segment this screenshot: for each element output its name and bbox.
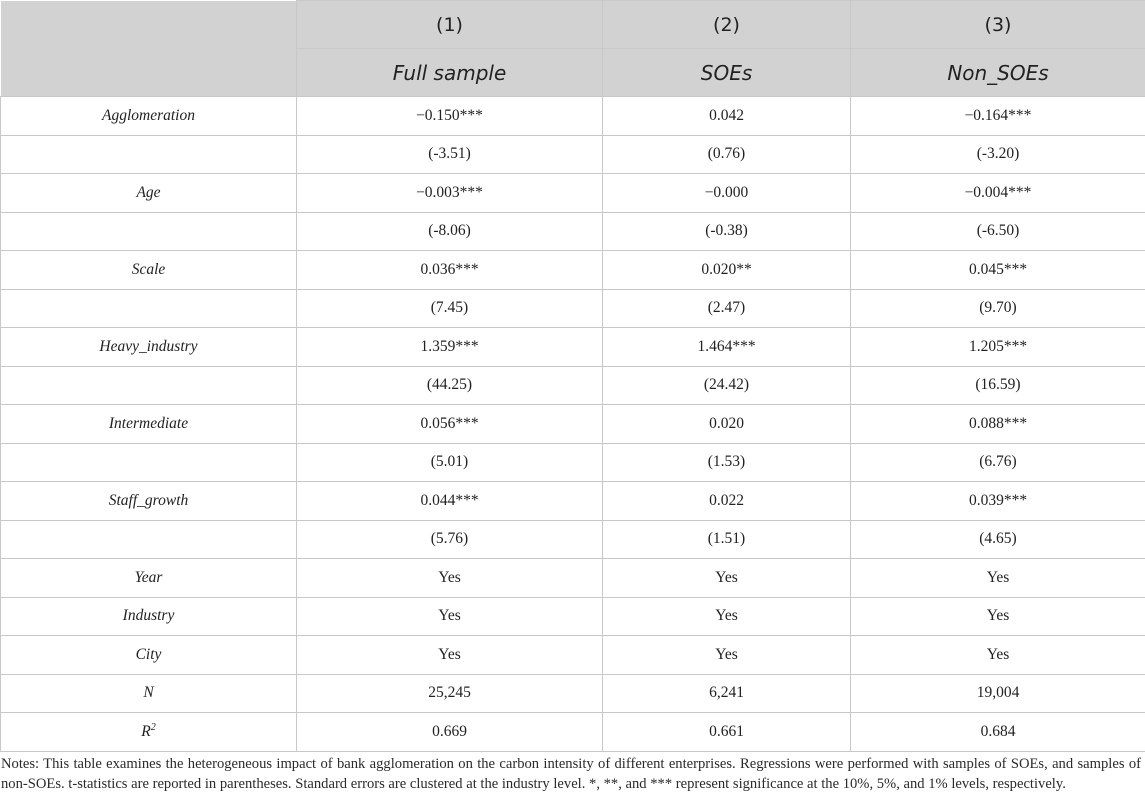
variable-name: Industry [122, 607, 175, 625]
row-variable-label [1, 713, 297, 752]
cell-col-2: 0.661 [603, 713, 851, 752]
table-notes: Notes: This table examines the heterogeneous impact of bank agglomeration on the carbon intensity of different enterprises. Regressions were performed with samples of SOEs, and samples of non-SOEs. t-statistics are reported in parentheses. Standard errors are clustered at the industry level. *, **, and *** represent significance at the 10%, 5%, and 1% levels, respectively. [1, 756, 1141, 792]
cell-col-1: (5.76) [297, 520, 603, 559]
cell-col-2: 0.020** [603, 251, 851, 290]
row-variable-label [1, 597, 297, 636]
cell-col-1: 0.044*** [297, 482, 603, 521]
header-col-3-number: (3) [851, 1, 1145, 49]
table-row [1, 674, 1145, 713]
row-variable-label [1, 674, 297, 713]
table-row [1, 174, 1145, 213]
table-row [1, 289, 1145, 328]
cell-col-1: (-8.06) [297, 212, 603, 251]
variable-name: City [135, 645, 162, 663]
table-row [1, 597, 1145, 636]
table-row [1, 636, 1145, 675]
row-variable-label [1, 405, 297, 444]
cell-col-1: (44.25) [297, 366, 603, 405]
table-row [1, 97, 1145, 136]
cell-col-1: (-3.51) [297, 135, 603, 174]
cell-col-2: (0.76) [603, 135, 851, 174]
cell-col-3: −0.164*** [851, 97, 1145, 136]
cell-col-2: 0.022 [603, 482, 851, 521]
cell-col-3: Yes [851, 597, 1145, 636]
row-variable-label [1, 443, 297, 482]
cell-col-1: Yes [297, 559, 603, 598]
row-variable-label [1, 97, 297, 136]
cell-col-1: (5.01) [297, 443, 603, 482]
cell-col-1: 0.056*** [297, 405, 603, 444]
cell-col-3: −0.004*** [851, 174, 1145, 213]
table-row [1, 482, 1145, 521]
cell-col-2: −0.000 [603, 174, 851, 213]
table-row [1, 328, 1145, 367]
variable-name: Intermediate [108, 414, 189, 432]
cell-col-3: Yes [851, 559, 1145, 598]
cell-col-1: 25,245 [297, 674, 603, 713]
cell-col-3: (9.70) [851, 289, 1145, 328]
cell-col-2: (2.47) [603, 289, 851, 328]
header-col-2-sample: SOEs [603, 49, 851, 97]
row-variable-label [1, 520, 297, 559]
cell-col-3: 0.088*** [851, 405, 1145, 444]
header-col-2-number: (2) [603, 1, 851, 49]
table-row [1, 559, 1145, 598]
table-row [1, 405, 1145, 444]
row-variable-label [1, 482, 297, 521]
cell-col-1: (7.45) [297, 289, 603, 328]
variable-name: Age [136, 183, 161, 201]
row-variable-label [1, 559, 297, 598]
variable-name: N [143, 684, 154, 702]
table-row [1, 251, 1145, 290]
cell-col-3: (-3.20) [851, 135, 1145, 174]
cell-col-2: (1.51) [603, 520, 851, 559]
row-variable-label [1, 135, 297, 174]
variable-name: Heavy_industry [99, 337, 198, 355]
variable-name: Agglomeration [102, 106, 195, 124]
variable-name: Scale [131, 260, 166, 278]
cell-col-2: Yes [603, 559, 851, 598]
cell-col-2: (24.42) [603, 366, 851, 405]
row-variable-label [1, 366, 297, 405]
cell-col-3: 0.045*** [851, 251, 1145, 290]
variable-name: Staff_growth [108, 491, 189, 509]
table-row [1, 212, 1145, 251]
row-variable-label [1, 174, 297, 213]
table-row [1, 443, 1145, 482]
cell-col-3: (6.76) [851, 443, 1145, 482]
cell-col-1: −0.150*** [297, 97, 603, 136]
header-row-numbers [1, 1, 1145, 49]
header-corner [1, 1, 297, 97]
cell-col-1: Yes [297, 636, 603, 675]
variable-superscript: 2 [150, 721, 156, 733]
row-variable-label [1, 251, 297, 290]
cell-col-2: 0.042 [603, 97, 851, 136]
cell-col-3: (16.59) [851, 366, 1145, 405]
variable-name: R [141, 722, 151, 740]
cell-col-1: Yes [297, 597, 603, 636]
cell-col-3: (-6.50) [851, 212, 1145, 251]
table-row [1, 713, 1145, 752]
cell-col-2: Yes [603, 636, 851, 675]
cell-col-2: 1.464*** [603, 328, 851, 367]
row-variable-label [1, 289, 297, 328]
table-row [1, 135, 1145, 174]
header-col-1-number: (1) [297, 1, 603, 49]
cell-col-1: 1.359*** [297, 328, 603, 367]
cell-col-3: 1.205*** [851, 328, 1145, 367]
cell-col-3: 19,004 [851, 674, 1145, 713]
table-row [1, 520, 1145, 559]
cell-col-2: 0.020 [603, 405, 851, 444]
variable-name: Year [134, 568, 163, 586]
cell-col-1: 0.036*** [297, 251, 603, 290]
cell-col-2: (1.53) [603, 443, 851, 482]
header-col-1-sample: Full sample [297, 49, 603, 97]
cell-col-2: (-0.38) [603, 212, 851, 251]
cell-col-3: 0.039*** [851, 482, 1145, 521]
row-variable-label [1, 212, 297, 251]
table-row [1, 366, 1145, 405]
header-col-3-sample: Non_SOEs [851, 49, 1145, 97]
cell-col-2: 6,241 [603, 674, 851, 713]
table-body [1, 97, 1145, 752]
cell-col-3: (4.65) [851, 520, 1145, 559]
cell-col-1: 0.669 [297, 713, 603, 752]
cell-col-1: −0.003*** [297, 174, 603, 213]
row-variable-label [1, 328, 297, 367]
row-variable-label [1, 636, 297, 675]
cell-col-3: Yes [851, 636, 1145, 675]
cell-col-2: Yes [603, 597, 851, 636]
cell-col-3: 0.684 [851, 713, 1145, 752]
